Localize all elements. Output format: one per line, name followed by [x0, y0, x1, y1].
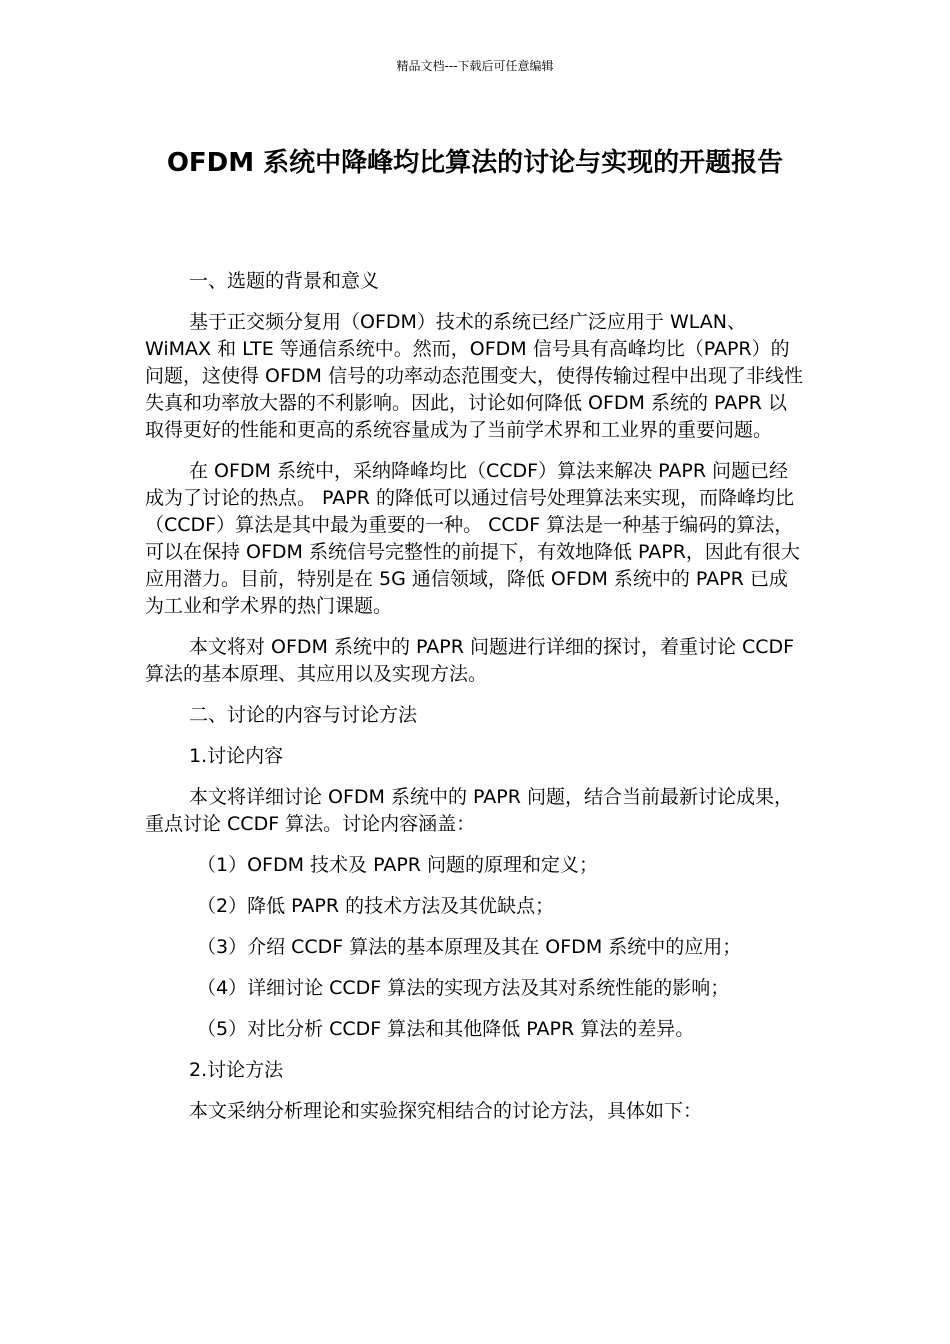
list-item: （2）降低 PAPR 的技术方法及其优缺点；: [197, 895, 555, 917]
paragraph-method-intro: 本文采纳分析理论和实验探究相结合的讨论方法，具体如下：: [189, 1100, 703, 1122]
paragraph-content-intro: 本文将详细讨论 OFDM 系统中的 PAPR 问题，结合当前最新讨论成果，重点讨论 CCDF 算法。讨论内容涵盖：: [145, 786, 793, 835]
section-heading-background: 一、选题的背景和意义: [189, 270, 380, 292]
list-item: （3）介绍 CCDF 算法的基本原理及其在 OFDM 系统中的应用；: [197, 936, 742, 958]
list-item: （5）对比分析 CCDF 算法和其他降低 PAPR 算法的差异。: [197, 1018, 695, 1040]
document-title: OFDM 系统中降峰均比算法的讨论与实现的开题报告: [166, 148, 784, 178]
section-heading-content-method: 二、讨论的内容与讨论方法: [189, 704, 418, 726]
subsection-heading-method: 2.讨论方法: [189, 1059, 284, 1081]
document-body: [145, 268, 805, 1139]
paragraph-background-1: 基于正交频分复用（OFDM）技术的系统已经广泛应用于 WLAN、WiMAX 和 LTE 等通信系统中。然而，OFDM 信号具有高峰均比（PAPR）的问题，这使得 OFDM 信号的功率动态范围变大，使得传输过程中出现了非线性失真和功率放大器的不利影响。因此，讨论如何降低 OFDM 系统的 PAPR 以取得更好的性能和更高的系统容量成为了当前学术界和工业界的重要问题。: [145, 311, 803, 441]
paragraph-background-2: 在 OFDM 系统中，采纳降峰均比（CCDF）算法来解决 PAPR 问题已经成为了讨论的热点。 PAPR 的降低可以通过信号处理算法来实现，而降峰均比（CCDF）算法是其中最为重要的一种。 CCDF 算法是一种基于编码的算法，可以在保持 OFDM 系统信号完整性的前提下，有效地降低 PAPR，因此有很大应用潜力。目前，特别是在 5G 通信领域，降低 OFDM 系统中的 PAPR 已成为工业和学术界的热门课题。: [145, 460, 800, 617]
page-header: 精品文档---下载后可任意编辑: [396, 59, 554, 73]
paragraph-background-3: 本文将对 OFDM 系统中的 PAPR 问题进行详细的探讨，着重讨论 CCDF 算法的基本原理、其应用以及实现方法。: [145, 636, 795, 685]
subsection-heading-content: 1.讨论内容: [189, 745, 284, 767]
list-item: （1）OFDM 技术及 PAPR 问题的原理和定义；: [197, 854, 599, 876]
list-item: （4）详细讨论 CCDF 算法的实现方法及其对系统性能的影响；: [197, 977, 730, 999]
